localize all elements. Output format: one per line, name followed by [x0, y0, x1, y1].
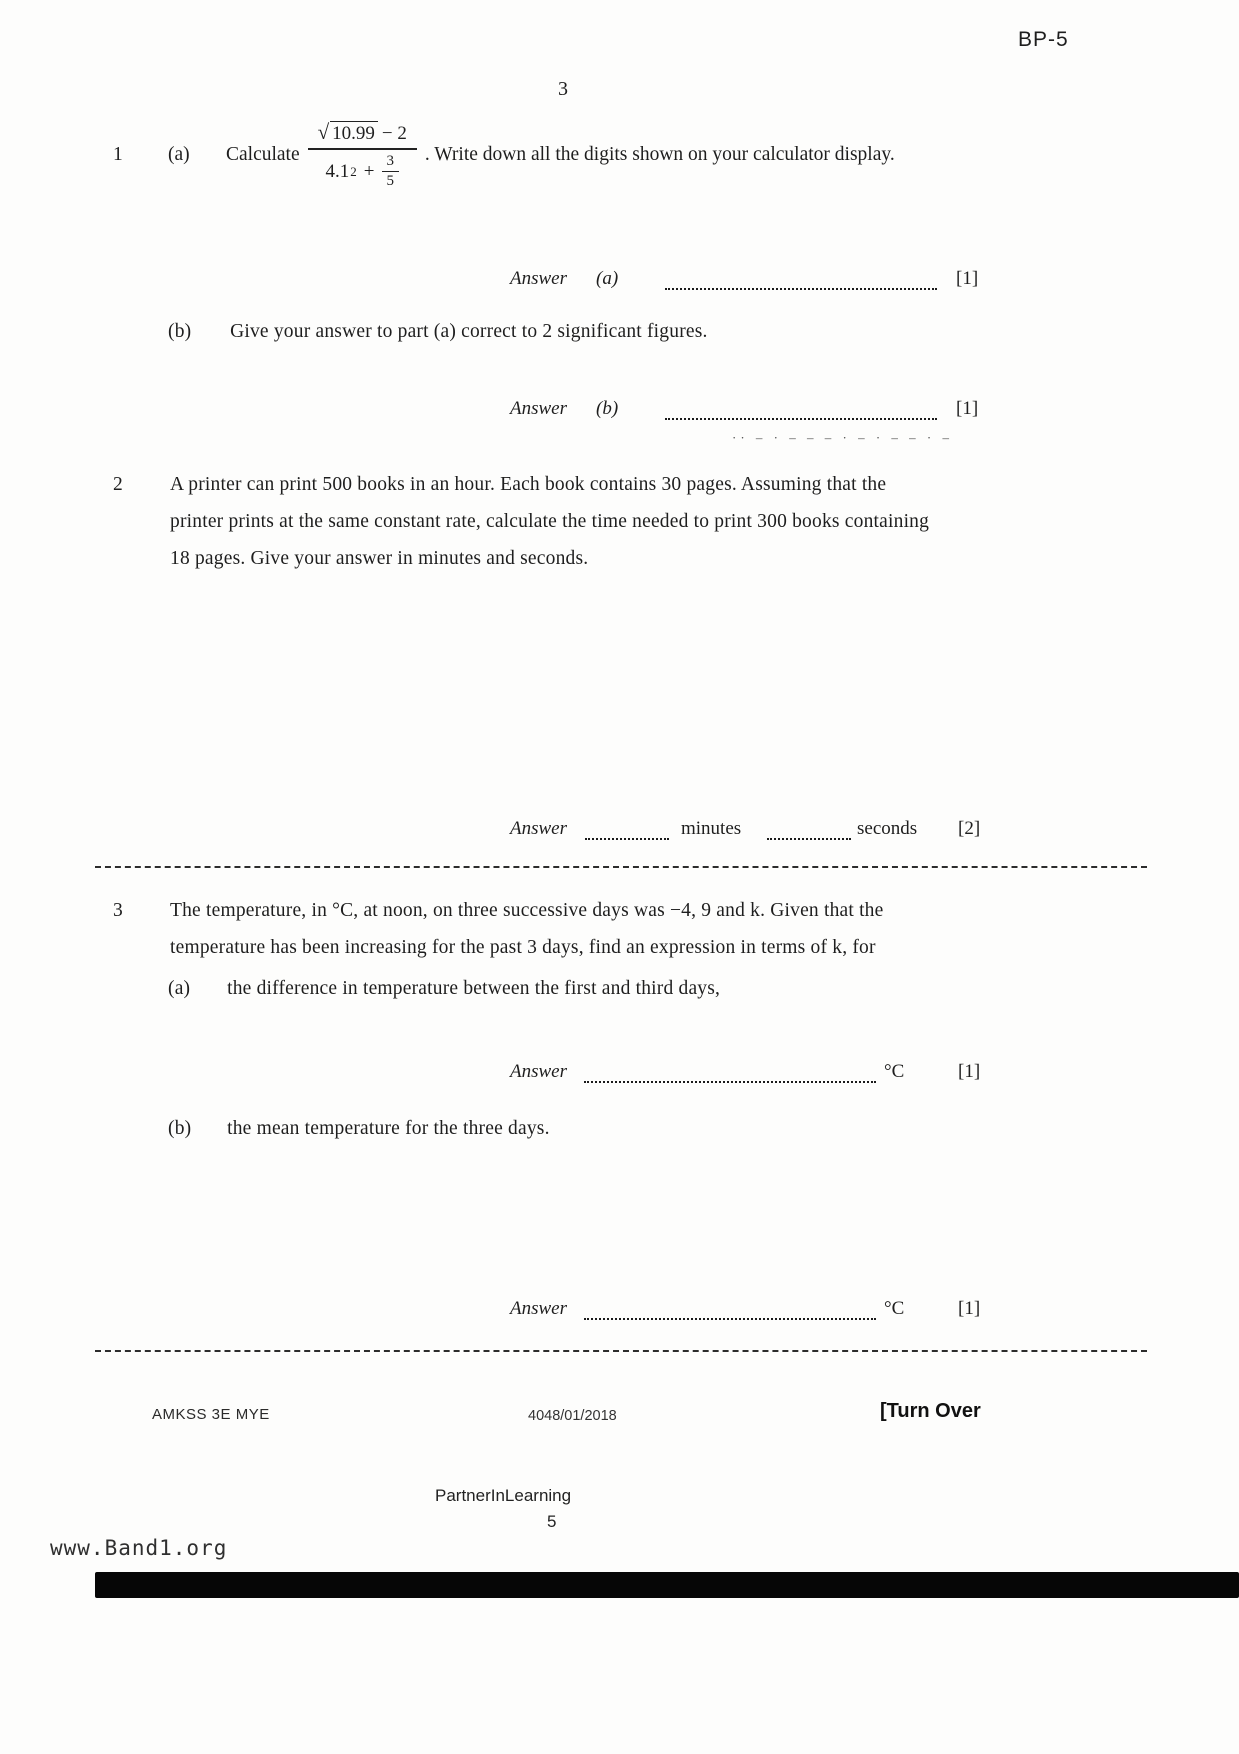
- plus-operator: +: [363, 160, 375, 182]
- footer-paper-code: 4048/01/2018: [528, 1408, 617, 1424]
- answer-dotted-line: [584, 1308, 876, 1320]
- separator-line: [95, 1350, 1147, 1352]
- marks-label: [1]: [956, 398, 979, 419]
- partner-text: PartnerInLearning: [435, 1486, 572, 1505]
- question-1b: [168, 321, 708, 343]
- unit-celsius: °C: [884, 1061, 905, 1082]
- marks-label: [1]: [956, 268, 979, 289]
- answer-label: Answer: [510, 398, 567, 419]
- answer-label: Answer: [510, 818, 567, 839]
- q1a-suffix: . Write down all the digits shown on your calculator display.: [424, 144, 895, 166]
- corner-code: BP-5: [1018, 28, 1069, 51]
- radicand: 10.99: [330, 121, 378, 145]
- answer-dotted-line: [665, 408, 937, 420]
- separator-line: [95, 866, 1147, 868]
- answer-row-q3a: [0, 1055, 1239, 1087]
- q3-line: temperature has been increasing for the past 3 days, find an expression in terms of k, for: [170, 937, 876, 958]
- unit-celsius: °C: [884, 1298, 905, 1319]
- marks-label: [2]: [958, 818, 981, 839]
- answer-row-q2: [0, 812, 1239, 844]
- turn-over-label: [Turn Over: [880, 1400, 981, 1422]
- nested-fraction-denominator: 5: [386, 173, 394, 190]
- answer-label: Answer: [510, 268, 567, 289]
- nested-fraction-numerator: 3: [382, 153, 400, 172]
- numerator-term: − 2: [381, 123, 407, 144]
- answer-label: Answer: [510, 1061, 567, 1082]
- question-1a: [113, 120, 895, 191]
- unit-seconds: seconds: [857, 818, 918, 839]
- answer-dotted-line: [585, 828, 669, 840]
- q1b-text: Give your answer to part (a) correct to 2 significant figures.: [230, 321, 708, 342]
- marks-label: [1]: [958, 1061, 981, 1082]
- math-fraction: [308, 120, 417, 191]
- watermark: www.Band1.org: [50, 1536, 228, 1560]
- denominator-base: 4.1: [325, 160, 350, 182]
- answer-row-q3b: [0, 1292, 1239, 1324]
- q2-number: 2: [113, 474, 123, 495]
- q3-number: 3: [113, 900, 123, 921]
- marks-label: [1]: [958, 1298, 981, 1319]
- fraction-numerator: [308, 120, 417, 150]
- page-number: 3: [558, 78, 568, 100]
- question-3a: [168, 978, 720, 1000]
- answer-dotted-line: [767, 828, 851, 840]
- q2-line: 18 pages. Give your answer in minutes and seconds.: [170, 548, 589, 569]
- bottom-bar: [95, 1572, 1239, 1598]
- footer-school-code: AMKSS 3E MYE: [152, 1406, 270, 1423]
- q1-number: 1: [113, 144, 123, 166]
- nested-fraction: [382, 153, 400, 191]
- q2-line: printer prints at the same constant rate, calculate the time needed to print 300 books containing: [170, 511, 930, 532]
- q3-line: The temperature, in °C, at noon, on three successive days was −4, 9 and k. Given that the: [170, 900, 884, 921]
- answer-dotted-line: [665, 278, 937, 290]
- scan-artifact: ·· – · – – – · – · – – · –: [732, 430, 953, 445]
- q1b-label: (b): [168, 321, 192, 342]
- q2-line: A printer can print 500 books in an hour. Each book contains 30 pages. Assuming that the: [170, 474, 887, 495]
- q3b-text: the mean temperature for the three days.: [227, 1118, 550, 1139]
- q3a-text: the difference in temperature between the first and third days,: [227, 978, 721, 999]
- q1a-label: (a): [168, 144, 190, 166]
- answer-part-label: (a): [596, 268, 619, 289]
- fraction-denominator: [326, 150, 399, 191]
- denominator-exponent: 2: [350, 164, 357, 180]
- answer-row-q1a: [0, 262, 1239, 294]
- answer-label: Answer: [510, 1298, 567, 1319]
- q3b-label: (b): [168, 1118, 192, 1139]
- answer-part-label: (b): [596, 398, 619, 419]
- radical-sign: √: [317, 120, 330, 144]
- question-3b: [168, 1118, 550, 1140]
- answer-row-q1b: [0, 392, 1239, 424]
- unit-minutes: minutes: [681, 818, 742, 839]
- partner-page-number: 5: [547, 1512, 557, 1531]
- answer-dotted-line: [584, 1071, 876, 1083]
- q1a-prefix: Calculate: [226, 144, 300, 166]
- q3a-label: (a): [168, 978, 191, 999]
